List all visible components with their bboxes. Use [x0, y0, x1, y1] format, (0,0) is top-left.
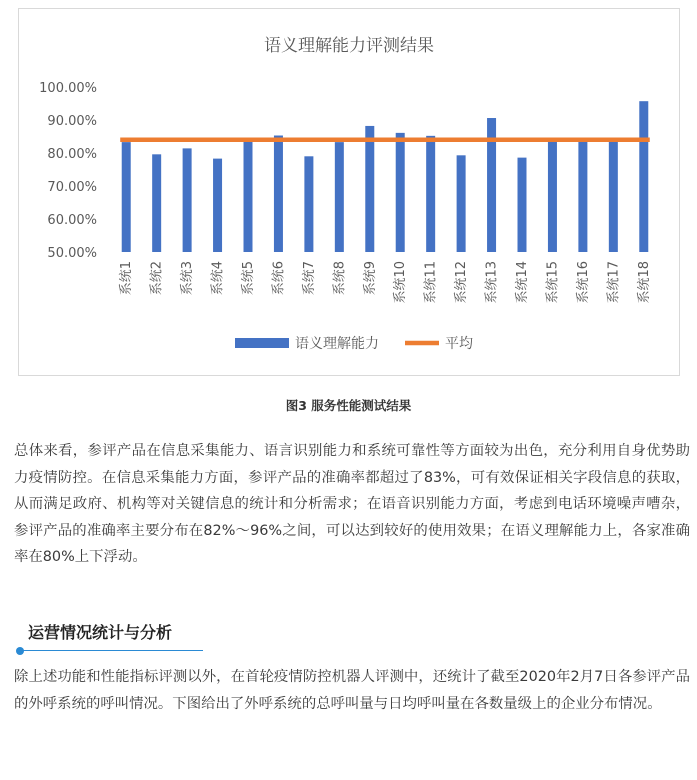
bar-系统7	[304, 156, 313, 252]
x-tick-label: 系统7	[301, 261, 317, 296]
x-tick-label: 系统8	[332, 261, 348, 296]
bar-系统16	[578, 139, 587, 252]
x-tick-label: 系统1	[119, 261, 135, 296]
bar-系统10	[396, 133, 405, 252]
y-tick-label: 100.00%	[39, 81, 97, 96]
bar-chart	[19, 9, 679, 375]
bullet-dot-icon	[16, 647, 24, 655]
bar-系统6	[274, 136, 283, 252]
x-tick-label: 系统9	[362, 261, 378, 296]
bar-系统4	[213, 159, 222, 252]
x-tick-label: 系统11	[423, 261, 439, 304]
legend-label-line: 平均	[445, 336, 473, 352]
x-tick-label: 系统6	[271, 261, 287, 296]
x-tick-label: 系统12	[454, 261, 470, 304]
x-tick-label: 系统2	[149, 261, 165, 296]
bar-系统18	[639, 101, 648, 252]
bar-系统2	[152, 154, 161, 252]
section-title: 运营情况统计与分析	[28, 623, 173, 642]
heading-underline	[23, 650, 203, 651]
bar-系统12	[457, 155, 466, 252]
x-tick-label: 系统4	[210, 261, 226, 296]
x-tick-label: 系统16	[575, 261, 591, 304]
bar-系统11	[426, 136, 435, 252]
y-tick-label: 70.00%	[47, 180, 97, 195]
bar-系统8	[335, 142, 344, 252]
bar-系统15	[548, 142, 557, 252]
bar-系统1	[122, 142, 131, 252]
x-tick-label: 系统13	[484, 261, 500, 304]
article-paragraph-1: 总体来看，参评产品在信息采集能力、语言识别能力和系统可靠性等方面较为出色，充分利用自身优势助力疫情防控。在信息采集能力方面，参评产品的准确率都超过了83%，可有效保证相关字段信息的获取，从而满足政府、机构等对关键信息的统计和分析需求；在语音识别能力方面，考虑到电话环境噪声嘈杂，参评产品的准确率主要分布在82%～96%之间，可以达到较好的使用效果；在语义理解能力上，各家准确率在80%上下浮动。	[14, 443, 690, 565]
x-tick-label: 系统14	[515, 261, 530, 304]
x-tick-label: 系统5	[241, 261, 256, 296]
x-tick-label: 系统17	[606, 261, 622, 304]
x-tick-label: 系统3	[180, 261, 196, 296]
bar-系统5	[244, 140, 253, 252]
chart-title: 语义理解能力评测结果	[264, 36, 434, 56]
x-tick-label: 系统18	[636, 261, 652, 304]
bar-系统17	[609, 141, 618, 252]
legend-label-bar: 语义理解能力	[295, 336, 379, 352]
legend-swatch-bar	[235, 338, 289, 348]
figure-caption: 图3 服务性能测试结果	[285, 398, 412, 413]
chart-container	[18, 8, 680, 376]
bar-系统3	[183, 148, 192, 252]
section-heading	[14, 614, 214, 654]
y-tick-label: 80.00%	[47, 147, 97, 162]
bar-系统14	[518, 158, 527, 252]
y-tick-label: 50.00%	[47, 246, 97, 261]
y-tick-label: 90.00%	[47, 114, 97, 129]
y-tick-label: 60.00%	[47, 213, 97, 228]
x-tick-label: 系统15	[545, 261, 561, 304]
article-paragraph-2: 除上述功能和性能指标评测以外，在首轮疫情防控机器人评测中，还统计了截至2020年2月7日各参评产品的外呼系统的呼叫情况。下图给出了外呼系统的总呼叫量与日均呼叫量在各数量级上的企业分布情况。	[14, 669, 690, 712]
x-tick-label: 系统10	[393, 261, 409, 304]
bar-系统9	[365, 126, 374, 252]
